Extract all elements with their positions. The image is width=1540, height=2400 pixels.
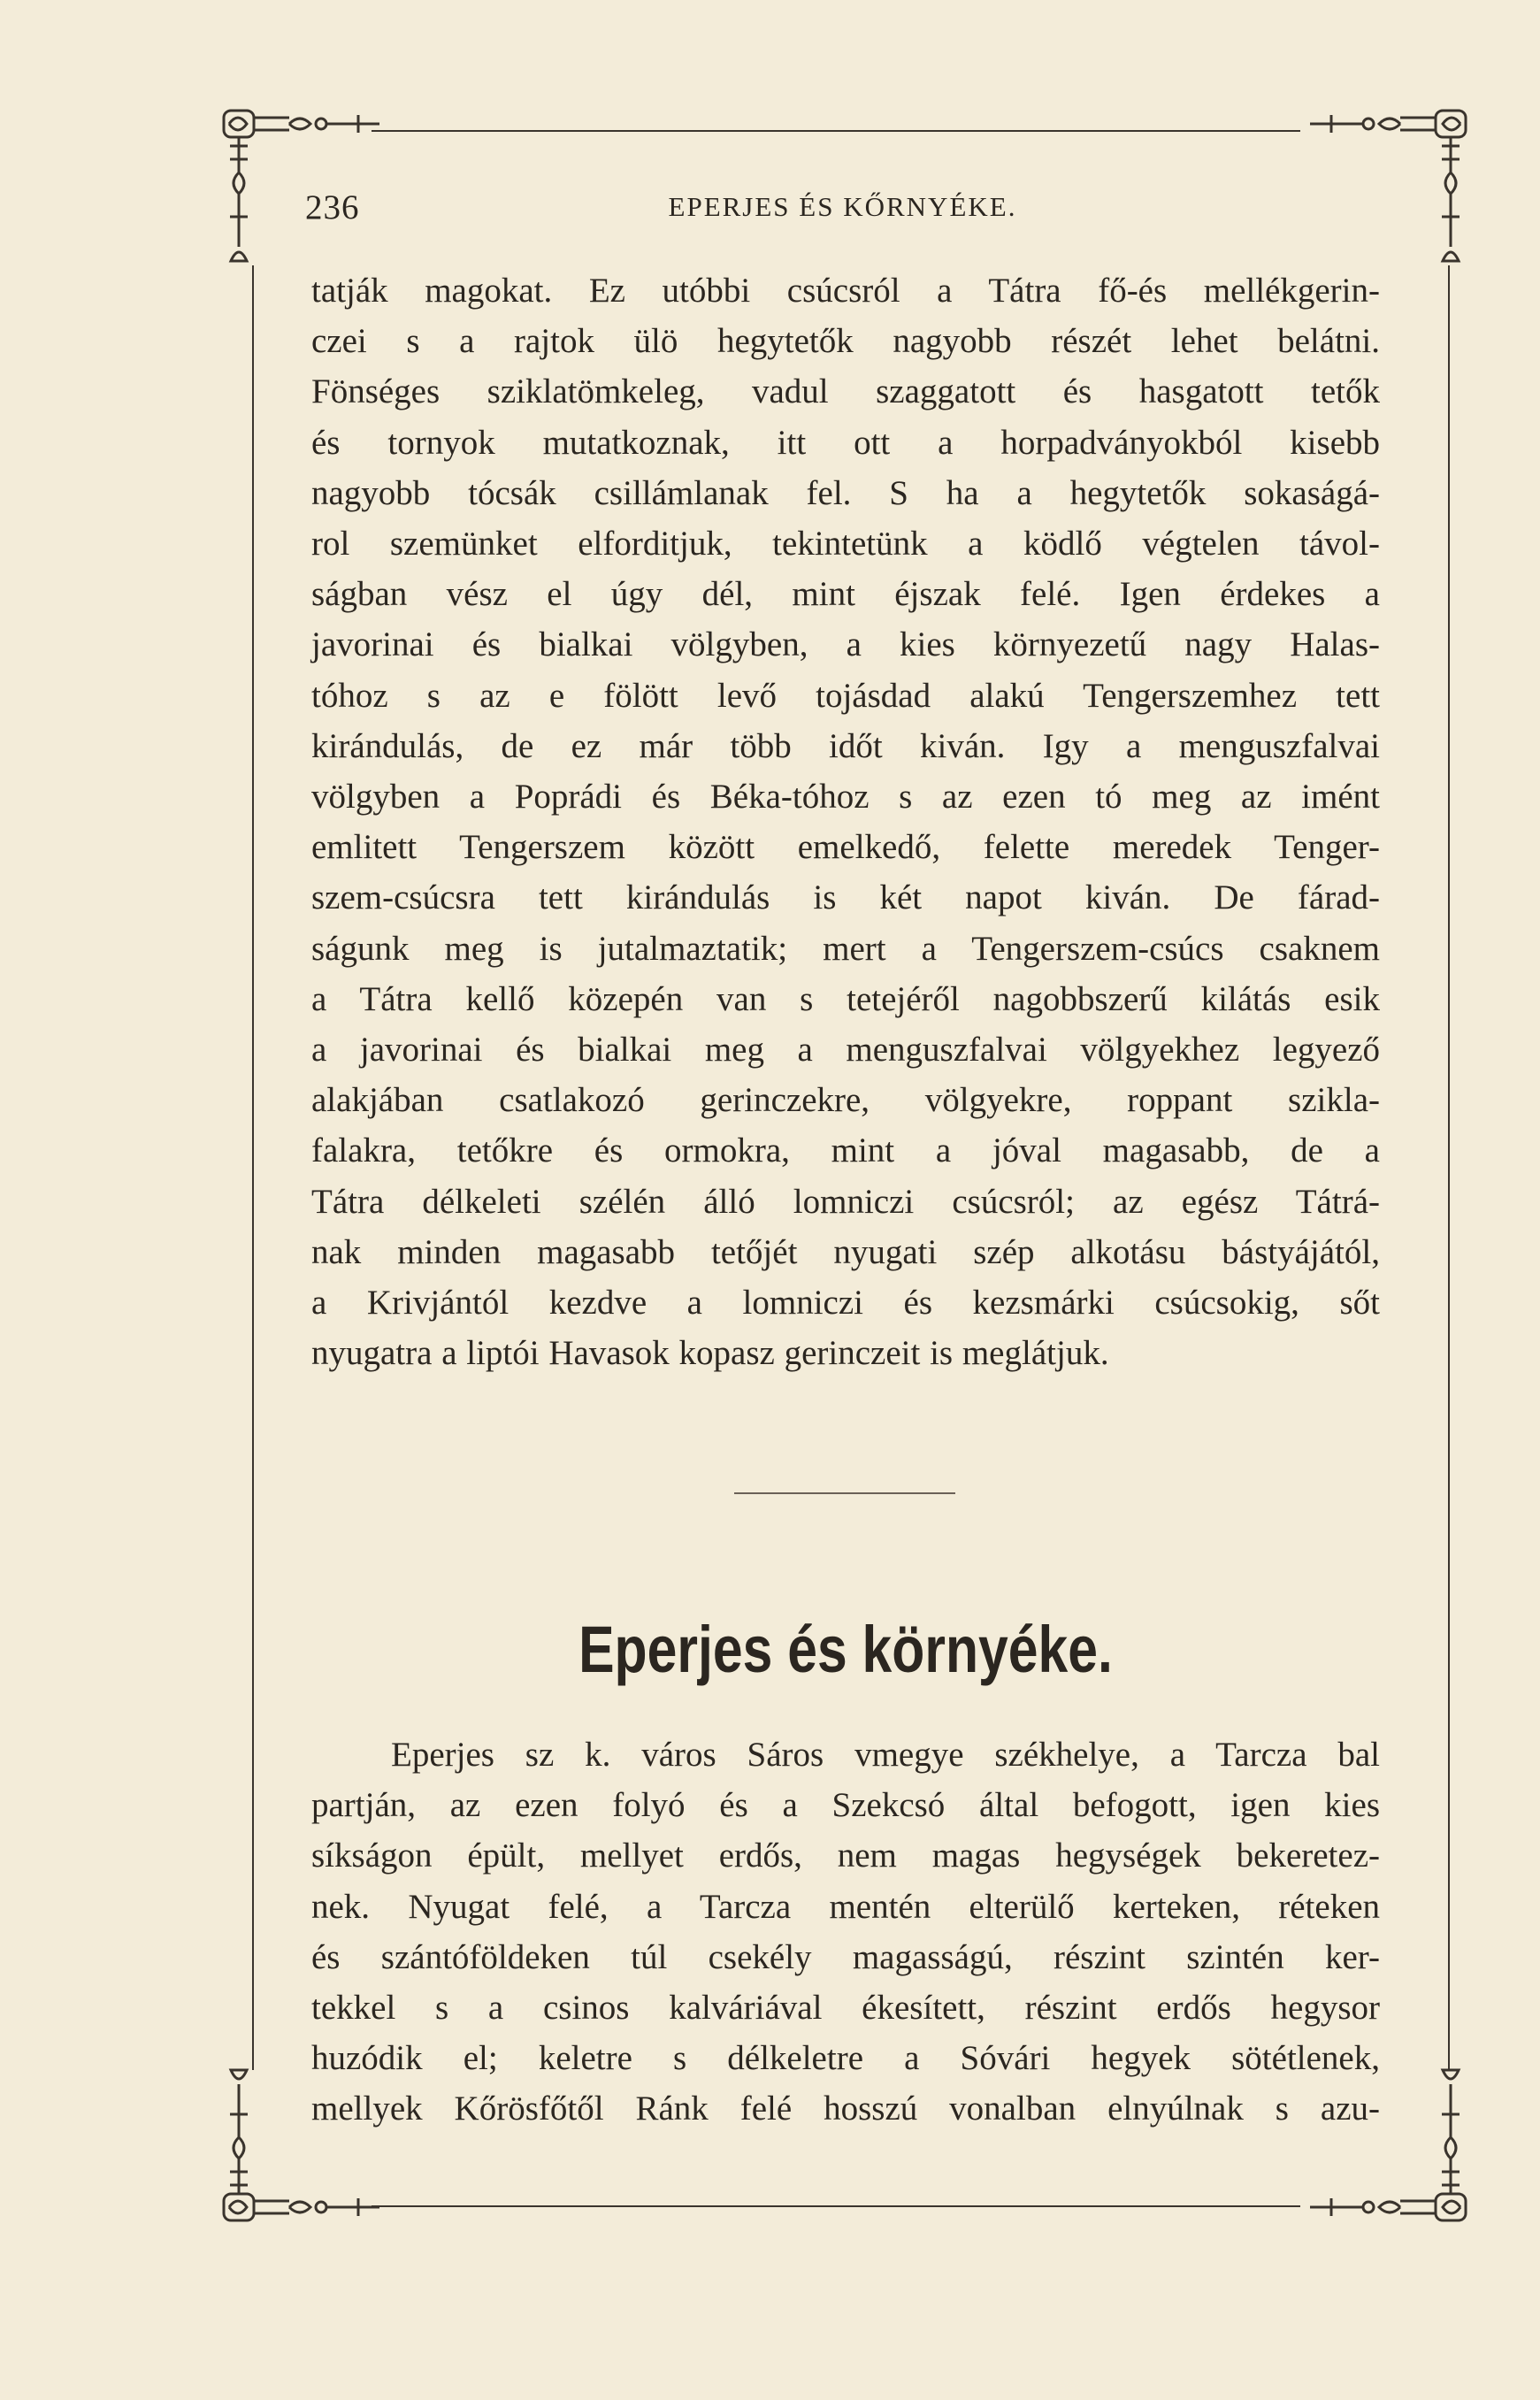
text-line: szem-csúcsra tett kirándulás is két napot kiván. De fárad- xyxy=(311,878,1380,917)
left-frame-line xyxy=(252,265,254,2070)
text-line: Tátra délkeleti szélén álló lomniczi csúcsról; az egész Tátrá- xyxy=(311,1182,1380,1221)
text-line: huzódik el; keletre s délkeletre a Sóvári hegyek sötétlenek, xyxy=(311,2039,1380,2078)
bottom-frame-line xyxy=(372,2205,1300,2207)
paragraph xyxy=(311,265,1380,1378)
text-line: a javorinai és bialkai meg a menguszfalvai völgyekhez legyező xyxy=(311,1031,1380,1070)
running-head: EPERJES ÉS KŐRNYÉKE. xyxy=(668,191,1017,222)
top-left-corner-ornament-icon xyxy=(217,93,385,279)
text-line: javorinai és bialkai völgyben, a kies környezetű nagy Halas- xyxy=(311,625,1380,664)
body-text-block xyxy=(311,1729,1380,2135)
text-line: ságunk meg is jutalmaztatik; mert a Tengerszem-csúcs csaknem xyxy=(311,929,1380,968)
top-frame-line xyxy=(372,130,1300,132)
text-line: alakjában csatlakozó gerinczekre, völgyekre, roppant szikla- xyxy=(311,1081,1380,1120)
text-line: nek. Nyugat felé, a Tarcza mentén elterülő kerteken, réteken xyxy=(311,1887,1380,1926)
text-line: tóhoz s az e fölött levő tojásdad alakú Tengerszemhez tett xyxy=(311,676,1380,715)
text-line: mellyek Kőrösfőtől Ránk felé hosszú vonalban elnyúlnak s azu- xyxy=(311,2089,1380,2128)
text-line: partján, az ezen folyó és a Szekcsó által befogott, igen kies xyxy=(311,1786,1380,1825)
text-line: völgyben a Poprádi és Béka-tóhoz s az ezen tó meg az imént xyxy=(311,778,1380,817)
text-line: rol szemünket elforditjuk, tekintetünk a ködlő végtelen távol- xyxy=(311,525,1380,564)
text-line: kirándulás, de ez már több időt kiván. Igy a menguszfalvai xyxy=(311,726,1380,765)
text-line: Fönséges sziklatömkeleg, vadul szaggatott és hasgatott tetők xyxy=(311,372,1380,411)
text-line: nyugatra a liptói Havasok kopasz gerinczeit is meglátjuk. xyxy=(311,1334,1109,1373)
text-line: nak minden magasabb tetőjét nyugati szép alkotásu bástyájától, xyxy=(311,1232,1380,1271)
top-right-corner-ornament-icon xyxy=(1305,93,1473,279)
text-line: nagyobb tócsák csillámlanak fel. S ha a hegytetők sokaságá- xyxy=(311,473,1380,512)
text-line: a Krivjántól kezdve a lomniczi és kezsmárki csúcsokig, sőt xyxy=(311,1284,1380,1323)
page-number: 236 xyxy=(305,188,360,226)
text-line: és szántóföldeken túl csekély magasságú, részint szintén ker- xyxy=(311,1937,1380,1976)
body-text-block xyxy=(311,265,1380,1378)
text-line: ságban vész el úgy dél, mint éjszak felé. Igen érdekes a xyxy=(311,575,1380,614)
text-line: czei s a rajtok ülö hegytetők nagyobb részét lehet belátni. xyxy=(311,322,1380,361)
text-line: emlitett Tengerszem között emelkedő, felette meredek Tenger- xyxy=(311,828,1380,867)
section-separator-rule xyxy=(734,1492,955,1494)
text-line: a Tátra kellő közepén van s tetejéről nagobbszerű kilátás esik xyxy=(311,979,1380,1018)
text-line: és tornyok mutatkoznak, itt ott a horpadványokból kisebb xyxy=(311,423,1380,462)
text-line: tekkel s a csinos kalváriával ékesített, részint erdős hegysor xyxy=(311,1989,1380,2028)
text-line: síkságon épült, mellyet erdős, nem magas hegységek bekeretez- xyxy=(311,1836,1380,1875)
text-line: falakra, tetőkre és ormokra, mint a jóval magasabb, de a xyxy=(311,1131,1380,1170)
paragraph xyxy=(311,1729,1380,2135)
page-header xyxy=(305,188,1380,232)
text-line: Eperjes sz k. város Sáros vmegye székhelye, a Tarcza bal xyxy=(391,1736,1380,1774)
right-frame-line xyxy=(1448,265,1450,2070)
section-title: Eperjes és környéke. xyxy=(578,1613,1113,1686)
text-line: tatják magokat. Ez utóbbi csúcsról a Tátra fő-és mellékgerin- xyxy=(311,272,1380,310)
